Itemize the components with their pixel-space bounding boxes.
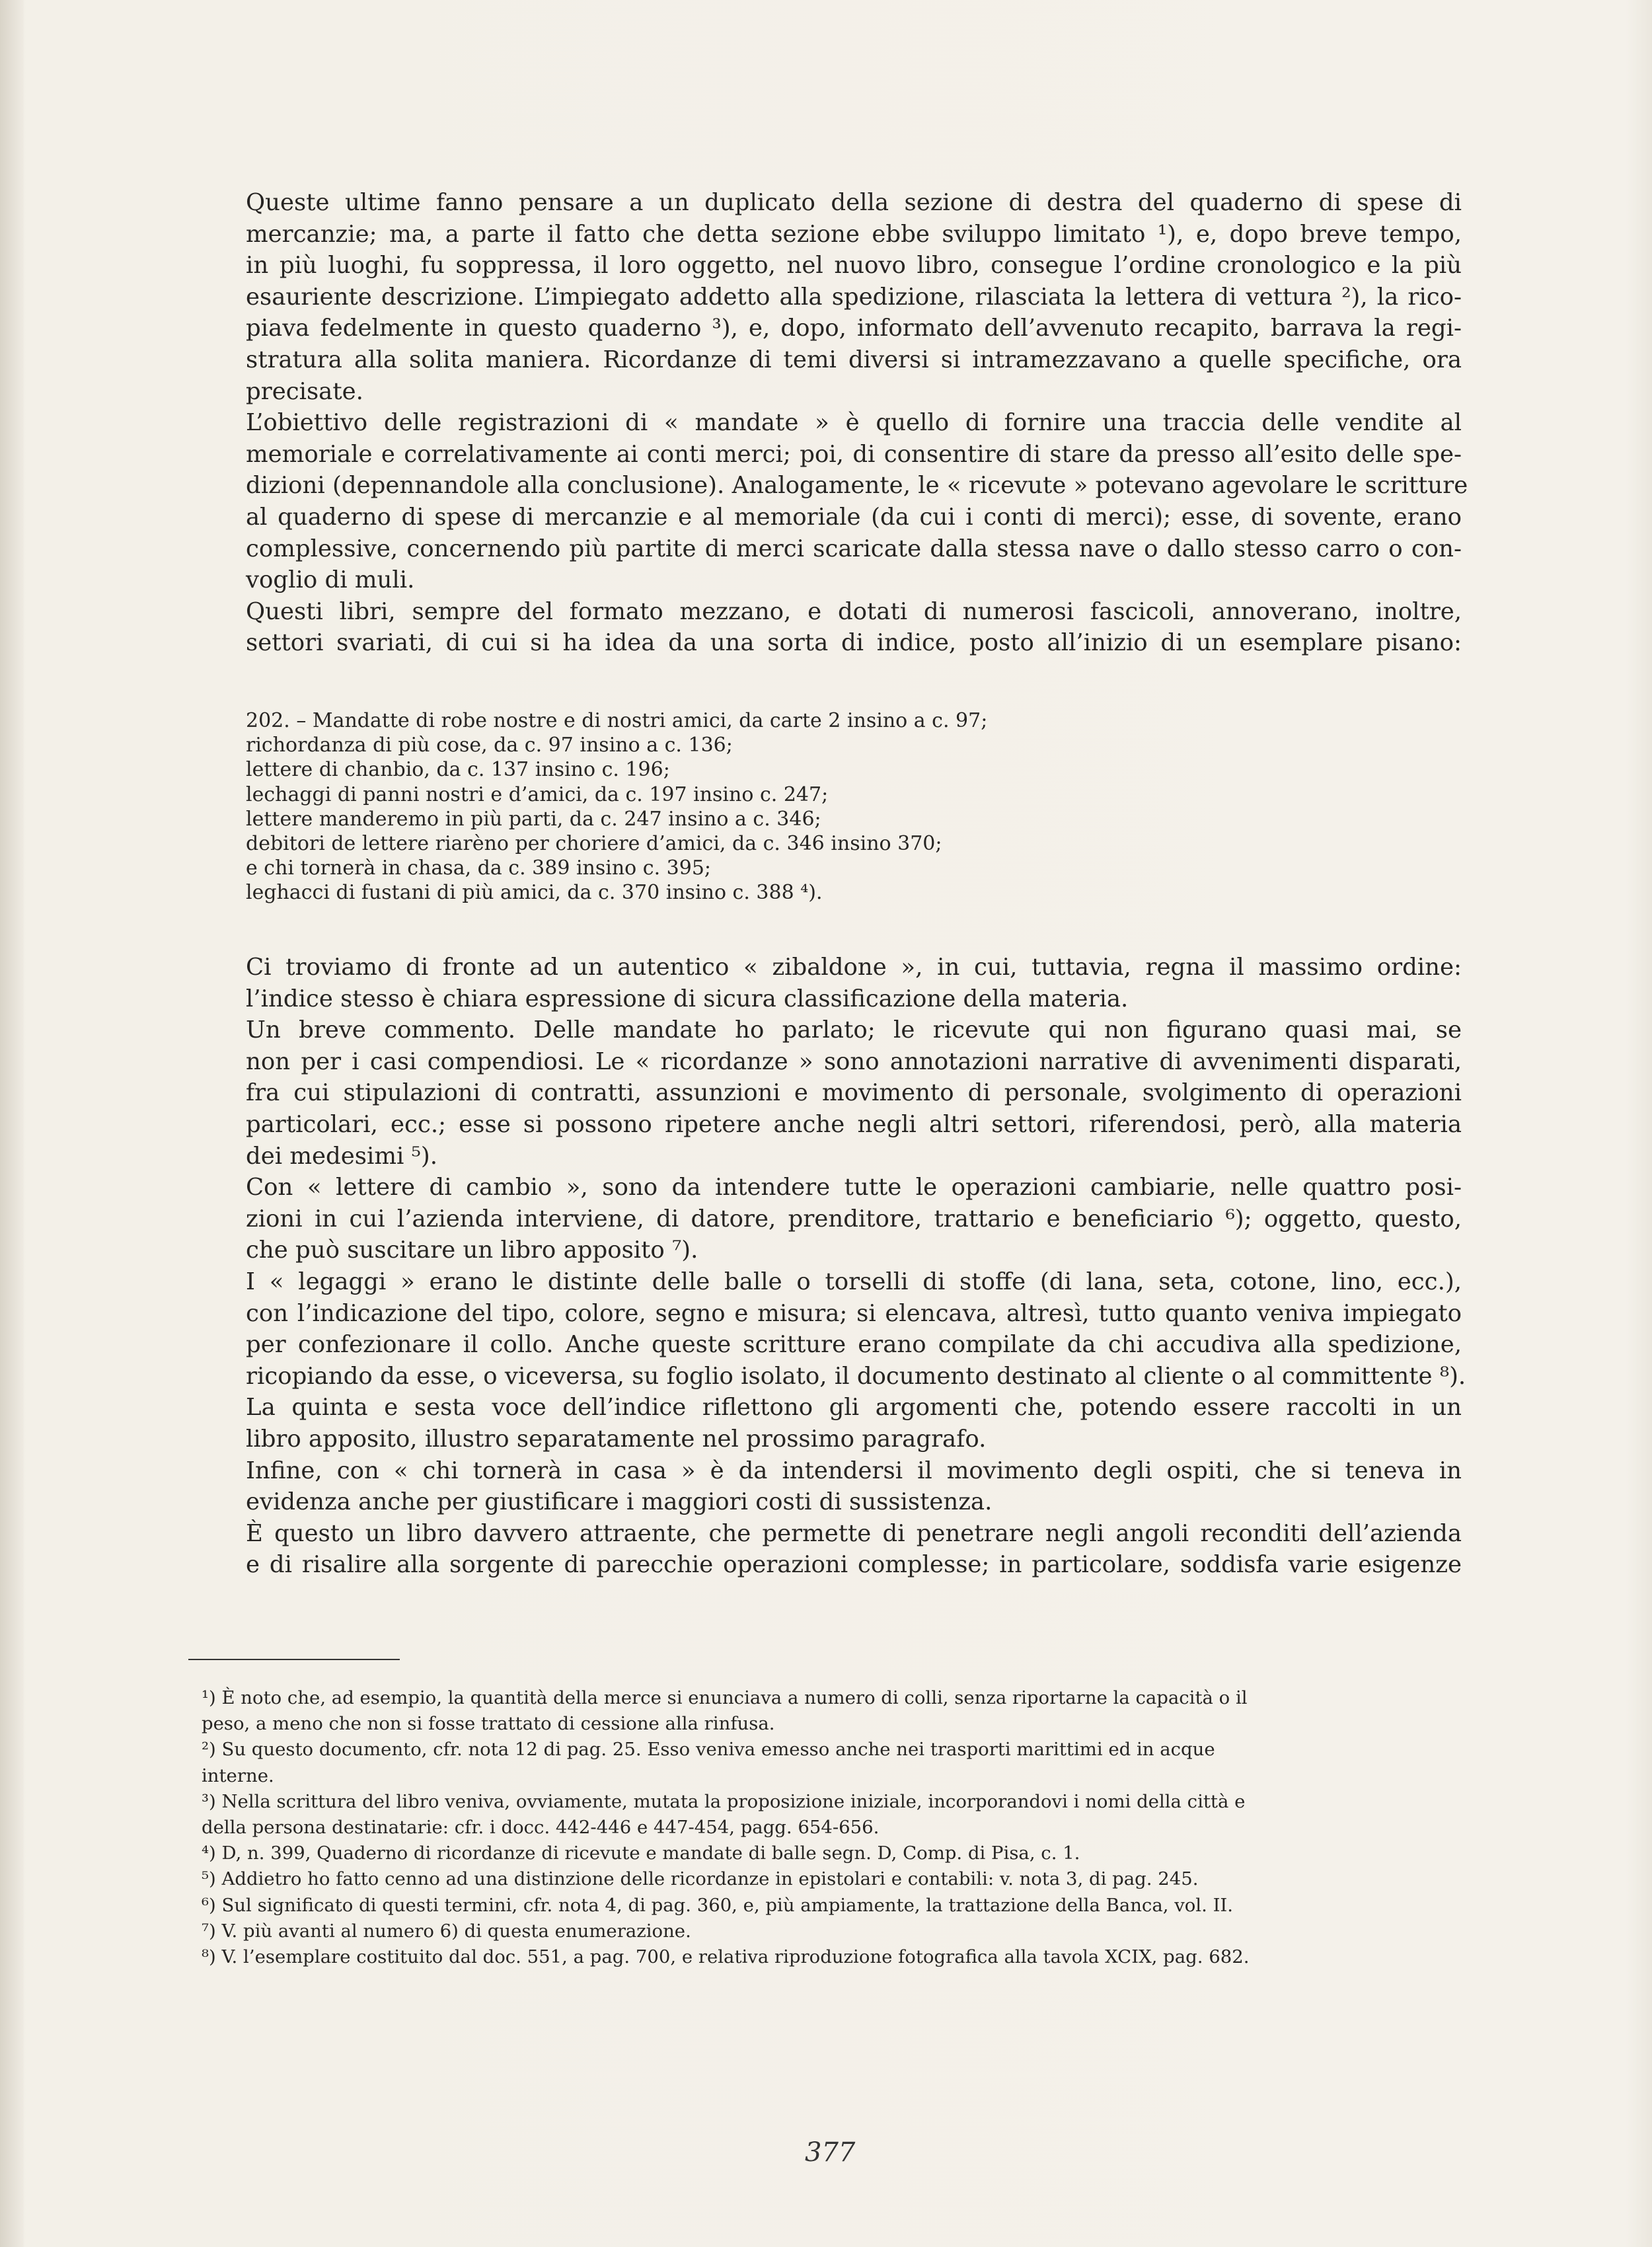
text-line: zioni in cui l’azienda interviene, di datore, prenditore, trattario e beneficiario ⁶); oggetto, questo, bbox=[246, 1205, 1462, 1233]
text-line: Queste ultime fanno pensare a un duplicato della sezione di destra del quaderno di spese di bbox=[246, 189, 1462, 216]
list-item: e chi tornerà in chasa, da c. 389 insino c. 395; bbox=[246, 857, 712, 880]
footnote-line: interne. bbox=[202, 1765, 274, 1786]
text-line: in più luoghi, fu soppressa, il loro oggetto, nel nuovo libro, consegue l’ordine cronologico e la più bbox=[246, 252, 1462, 280]
text-line: esauriente descrizione. L’impiegato addetto alla spedizione, rilasciata la lettera di vettura ²), la rico- bbox=[246, 283, 1462, 311]
text-line: dizioni (depennandole alla conclusione). Analogamente, le « ricevute » potevano agevolare le scritture bbox=[246, 472, 1468, 500]
body-text-top bbox=[246, 187, 1468, 659]
list-item: richordanza di più cose, da c. 97 insino a c. 136; bbox=[246, 734, 733, 757]
text-line: mercanzie; ma, a parte il fatto che detta sezione ebbe sviluppo limitato ¹), e, dopo breve tempo, bbox=[246, 220, 1462, 248]
text-line: Con « lettere di cambio », sono da intendere tutte le operazioni cambiarie, nelle quattro posi- bbox=[246, 1174, 1462, 1201]
text-line: che può suscitare un libro apposito ⁷). bbox=[246, 1237, 698, 1264]
body-text-bottom bbox=[246, 952, 1466, 1581]
text-line: I « legaggi » erano le distinte delle balle o torselli di stoffe (di lana, seta, cotone, lino, ecc.), bbox=[246, 1268, 1462, 1295]
text-line: piava fedelmente in questo quaderno ³), e, dopo, informato dell’avvenuto recapito, barrava la regi- bbox=[246, 315, 1462, 342]
text-line: Ci troviamo di fronte ad un autentico « zibaldone », in cui, tuttavia, regna il massimo ordine: bbox=[246, 954, 1462, 981]
text-line: Questi libri, sempre del formato mezzano, e dotati di numerosi fascicoli, annoverano, inoltre, bbox=[246, 597, 1462, 625]
list-item: 202. – Mandatte di robe nostre e di nostri amici, da carte 2 insino a c. 97; bbox=[246, 709, 988, 732]
text-line: memoriale e correlativamente ai conti merci; poi, di consentire di stare da presso all’esito delle spe- bbox=[246, 440, 1462, 468]
text-line: l’indice stesso è chiara espressione di sicura classificazione della materia. bbox=[246, 985, 1129, 1012]
footnote-line: ²) Su questo documento, cfr. nota 12 di pag. 25. Esso veniva emesso anche nei trasporti marittimi ed in acque bbox=[202, 1739, 1215, 1761]
text-line: voglio di muli. bbox=[246, 566, 415, 594]
list-item: debitori de lettere riarèno per choriere d’amici, da c. 346 insino 370; bbox=[246, 832, 942, 856]
footnote-line: ⁶) Sul significato di questi termini, cfr. nota 4, di pag. 360, e, più ampiamente, la trattazione della Banca, vol. II. bbox=[202, 1894, 1234, 1916]
text-line: precisate. bbox=[246, 377, 363, 405]
text-line: particolari, ecc.; esse si possono ripetere anche negli altri settori, riferendosi, però, alla materia bbox=[246, 1110, 1462, 1138]
list-item: leghacci di fustani di più amici, da c. 370 insino c. 388 ⁴). bbox=[246, 881, 823, 905]
text-line: complessive, concernendo più partite di merci scaricate dalla stessa nave o dallo stesso carro o con- bbox=[246, 535, 1462, 562]
footnote-line: ³) Nella scrittura del libro veniva, ovviamente, mutata la proposizione iniziale, incorporandovi i nomi della città e bbox=[202, 1790, 1246, 1812]
text-line: dei medesimi ⁵). bbox=[246, 1142, 438, 1170]
footnote-line: della persona destinatarie: cfr. i docc. 442-446 e 447-454, pagg. 654-656. bbox=[202, 1817, 880, 1839]
footnote-line: ⁴) D, n. 399, Quaderno di ricordanze di ricevute e mandate di balle segn. D, Comp. di Pisa, c. 1. bbox=[202, 1843, 1080, 1864]
text-line: È questo un libro davvero attraente, che permette di penetrare negli angoli reconditi dell’azienda bbox=[246, 1519, 1462, 1547]
footnote-line: ⁸) V. l’esemplare costituito dal doc. 551, a pag. 700, e relativa riproduzione fotografica alla tavola XCIX, pag. 682. bbox=[202, 1946, 1250, 1968]
text-line: e di risalire alla sorgente di parecchie operazioni complesse; in particolare, soddisfa varie esigenze bbox=[246, 1551, 1462, 1579]
text-line: Un breve commento. Delle mandate ho parlato; le ricevute qui non figurano quasi mai, se bbox=[246, 1016, 1462, 1044]
text-line: Infine, con « chi tornerà in casa » è da intendersi il movimento degli ospiti, che si teneva in bbox=[246, 1457, 1462, 1484]
footnote-separator bbox=[188, 1659, 400, 1660]
text-line: libro apposito, illustro separatamente nel prossimo paragrafo. bbox=[246, 1425, 987, 1453]
text-line: settori svariati, di cui si ha idea da una sorta di indice, posto all’inizio di un esemplare pisano: bbox=[246, 629, 1462, 657]
text-line: fra cui stipulazioni di contratti, assunzioni e movimento di personale, svolgimento di operazioni bbox=[246, 1079, 1462, 1107]
list-item: lechaggi di panni nostri e d’amici, da c. 197 insino c. 247; bbox=[246, 782, 829, 806]
footnote-line: ⁷) V. più avanti al numero 6) di questa enumerazione. bbox=[202, 1920, 691, 1942]
footnote-line: ⁵) Addietro ho fatto cenno ad una distinzione delle ricordanze in epistolari e contabili: v. nota 3, di pag. 245. bbox=[202, 1868, 1199, 1890]
text-line: non per i casi compendiosi. Le « ricordanze » sono annotazioni narrative di avvenimenti disparati, bbox=[246, 1047, 1462, 1075]
list-item: lettere di chanbio, da c. 137 insino c. 196; bbox=[246, 758, 670, 782]
footnotes bbox=[202, 1685, 1467, 1970]
footnote-line: peso, a meno che non si fosse trattato di cessione alla rinfusa. bbox=[202, 1713, 775, 1735]
text-line: al quaderno di spese di mercanzie e al memoriale (da cui i conti di merci); esse, di sovente, erano bbox=[246, 503, 1462, 531]
list-item: lettere manderemo in più parti, da c. 247 insino a c. 346; bbox=[246, 807, 821, 831]
text-line: con l’indicazione del tipo, colore, segno e misura; si elencava, altresì, tutto quanto veniva impiegato bbox=[246, 1299, 1462, 1327]
footnote-line: ¹) È noto che, ad esempio, la quantità della merce si enunciava a numero di colli, senza riportarne la capacità o il bbox=[202, 1687, 1248, 1708]
binding-edge bbox=[0, 0, 24, 2247]
text-line: per confezionare il collo. Anche queste scritture erano compilate da chi accudiva alla spedizione, bbox=[246, 1331, 1462, 1359]
page-number: 377 bbox=[805, 2137, 856, 2168]
index-list bbox=[246, 708, 1303, 905]
text-line: L’obiettivo delle registrazioni di « mandate » è quello di fornire una traccia delle vendite al bbox=[246, 409, 1462, 437]
text-line: ricopiando da esse, o viceversa, su foglio isolato, il documento destinato al cliente o al committente ⁸). bbox=[246, 1362, 1466, 1390]
text-line: stratura alla solita maniera. Ricordanze di temi diversi si intramezzavano a quelle specifiche, ora bbox=[246, 346, 1462, 373]
text-line: evidenza anche per giustificare i maggiori costi di sussistenza. bbox=[246, 1488, 993, 1516]
text-line: La quinta e sesta voce dell’indice riflettono gli argomenti che, potendo essere raccolti in un bbox=[246, 1394, 1462, 1422]
